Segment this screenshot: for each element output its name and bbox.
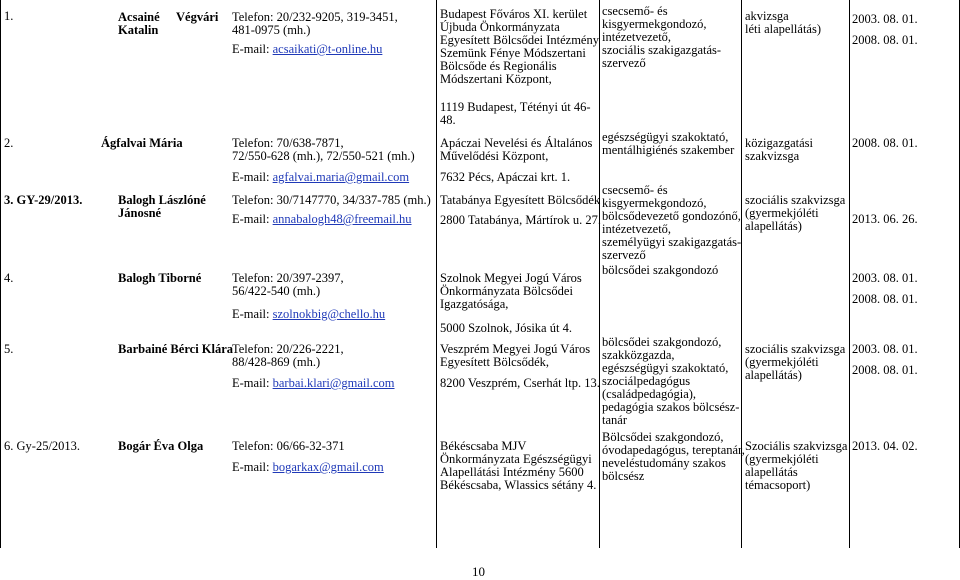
row-5-address: 8200 Veszprém, Cserhát ltp. 13. [440,376,600,390]
row-2-address: 7632 Pécs, Apáczai krt. 1. [440,170,571,184]
row-3-number: 3. GY-29/2013. [4,193,83,207]
row-5-email-link[interactable]: barbai.klari@gmail.com [272,376,395,390]
row-6-qualification: Bölcsődei szakgondozó, óvodapedagógus, tereptanár, neveléstudomány szakos bölcsész [602,430,745,483]
row-2-email-link[interactable]: agfalvai.maria@gmail.com [272,170,410,184]
row-2-dates: 2008. 08. 01. [852,136,918,150]
row-4-phone: Telefon: 20/397-2397, 56/422-540 (mh.) [232,271,344,298]
row-3-qualification: csecsemő- és kisgyermekgondozó, bölcsődevezető gondozónő, intézetvezető, személyügyi szakigazgatás- szervező [602,183,742,262]
row-3-phone: Telefon: 30/7147770, 34/337-785 (mh.) [232,193,431,207]
row-1-qualification: csecsemő- és kisgyermekgondozó, intézetvezető, szociális szakigazgatás- szervező [602,4,722,70]
row-6-institution: Békéscsaba MJV Önkormányzata Egészségügyi Alapellátási Intézmény 5600 Békéscsaba, Wlassics sétány 4. [440,439,597,492]
row-3-field: szociális szakvizsga (gyermekjóléti alapellátás) [745,193,846,233]
row-1-note: Végvári [176,10,219,24]
row-1-dates: 2003. 08. 01. 2008. 08. 01. [852,12,918,47]
row-1-email-link[interactable]: acsaikati@t-online.hu [272,42,383,56]
row-3-address: 2800 Tatabánya, Mártírok u. 27. [440,213,602,227]
row-2-name: Ágfalvai Mária [101,136,183,150]
row-1-field: akvizsga léti alapellátás) [745,9,822,36]
row-3-name: Balogh Lászlóné Jánosné [118,193,206,220]
row-6-email-link[interactable]: bogarkax@gmail.com [272,460,384,474]
row-6-name: Bogár Éva Olga [118,439,204,453]
row-4-number: 4. [4,271,14,285]
row-6-phone: Telefon: 06/66-32-371 [232,439,345,453]
row-5-number: 5. [4,342,14,356]
row-2-field: közigazgatási szakvizsga [745,136,814,163]
row-2-institution: Apáczai Nevelési és Általános Művelődési Központ, [440,136,593,163]
row-3-email-link[interactable]: annabalogh48@freemail.hu [272,212,412,226]
row-2-email: E-mail: agfalvai.maria@gmail.com [232,170,410,184]
row-1-name: Acsainé Katalin [118,10,160,37]
row-2-phone: Telefon: 70/638-7871, 72/550-628 (mh.), 72/550-521 (mh.) [232,136,415,163]
row-6-field: Szociális szakvizsga (gyermekjóléti alapellátás témacsoport) [745,439,848,492]
row-5-email: E-mail: barbai.klari@gmail.com [232,376,395,390]
row-5-dates: 2003. 08. 01. 2008. 08. 01. [852,342,918,377]
row-5-field: szociális szakvizsga (gyermekjóléti alapellátás) [745,342,846,382]
row-5-qualification: bölcsődei szakgondozó, szakközgazda, egészségügyi szakoktató, szociálpedagógus (családpedagógia), pedagógia szakos bölcsész- tanár [602,335,740,427]
table-border-col5 [599,0,600,548]
row-2-number: 2. [4,136,14,150]
row-4-email: E-mail: szolnokbig@chello.hu [232,307,386,321]
row-5-name: Barbainé Bérci Klára [118,342,234,356]
row-4-address: 5000 Szolnok, Jósika út 4. [440,321,572,335]
row-4-name: Balogh Tiborné [118,271,202,285]
row-4-email-link[interactable]: szolnokbig@chello.hu [272,307,386,321]
row-3-institution: Tatabánya Egyesített Bölcsődék [440,193,601,207]
table-border-left [0,0,1,548]
row-6-number: 6. Gy-25/2013. [4,439,81,453]
row-4-dates: 2003. 08. 01. 2008. 08. 01. [852,271,918,306]
row-3-email: E-mail: annabalogh48@freemail.hu [232,212,412,226]
row-1-number: 1. [4,9,14,23]
row-4-qualification: bölcsődei szakgondozó [602,263,719,277]
row-1-address: 1119 Budapest, Tétényi út 46- 48. [440,100,591,127]
page-number: 10 [472,564,485,579]
row-5-institution: Veszprém Megyei Jogú Város Egyesített Bölcsődék, [440,342,591,369]
row-3-dates: 2013. 06. 26. [852,212,918,226]
row-6-dates: 2013. 04. 02. [852,439,918,453]
row-2-qualification: egészségügyi szakoktató, mentálhigiénés szakember [602,130,735,157]
row-4-institution: Szolnok Megyei Jogú Város Önkormányzata Bölcsődei Igazgatósága, [440,271,582,311]
row-1-phone: Telefon: 20/232-9205, 319-3451, 481-0975 (mh.) [232,10,398,37]
table-border-col7 [849,0,850,548]
table-border-col4 [436,0,437,548]
row-1-institution: Budapest Főváros XI. kerület Újbuda Önkormányzata Egyesített Bölcsődei Intézmény Szemünk Fénye Módszertani Bölcsőde és Regionális Módszertani Központ, [440,7,599,86]
row-5-phone: Telefon: 20/226-2221, 88/428-869 (mh.) [232,342,344,369]
row-6-email: E-mail: bogarkax@gmail.com [232,460,384,474]
row-1-email: E-mail: acsaikati@t-online.hu [232,42,383,56]
